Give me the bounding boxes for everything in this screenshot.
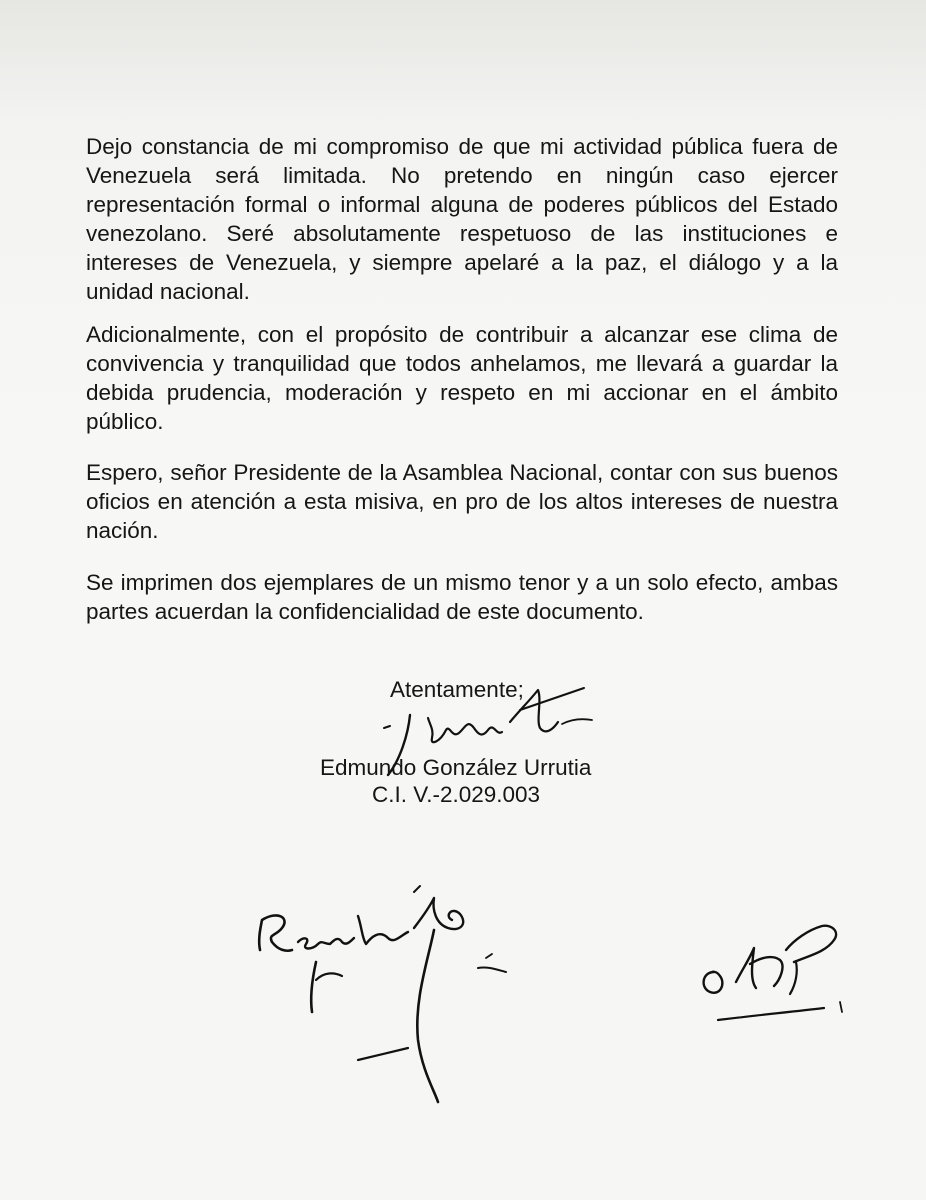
paragraph-prudence: Adicionalmente, con el propósito de contribuir a alcanzar ese clima de convivencia y tranquilidad que todos anhelamos, me llevará a guardar la debida prudencia, moderación y respeto en mi accionar en el ámbito público.	[86, 322, 838, 434]
paragraph-copies: Se imprimen dos ejemplares de un mismo tenor y a un solo efecto, ambas partes acuerdan la confidencialidad de este documento.	[86, 570, 838, 624]
signer-id: C.I. V.-2.029.003	[372, 782, 541, 807]
received-handwritten-note	[238, 880, 528, 1110]
signer-name: Edmundo González Urrutia	[320, 755, 592, 780]
paragraph-request: Espero, señor Presidente de la Asamblea Nacional, contar con sus buenos oficios en atención a esta misiva, en pro de los altos intereses de nuestra nación.	[86, 460, 838, 543]
closing-greeting: Atentamente;	[390, 677, 524, 702]
page-shadow	[0, 0, 926, 120]
official-initials-signature	[690, 910, 860, 1030]
paragraph-commitment: Dejo constancia de mi compromiso de que mi actividad pública fuera de Venezuela será limitada. No pretendo en ningún caso ejercer representación formal o informal alguna de poderes públicos del Estado venezolano. Seré absolutamente respetuoso de las instituciones e intereses de Venezuela, y siempre apelaré a la paz, el diálogo y a la unidad nacional.	[86, 134, 838, 304]
